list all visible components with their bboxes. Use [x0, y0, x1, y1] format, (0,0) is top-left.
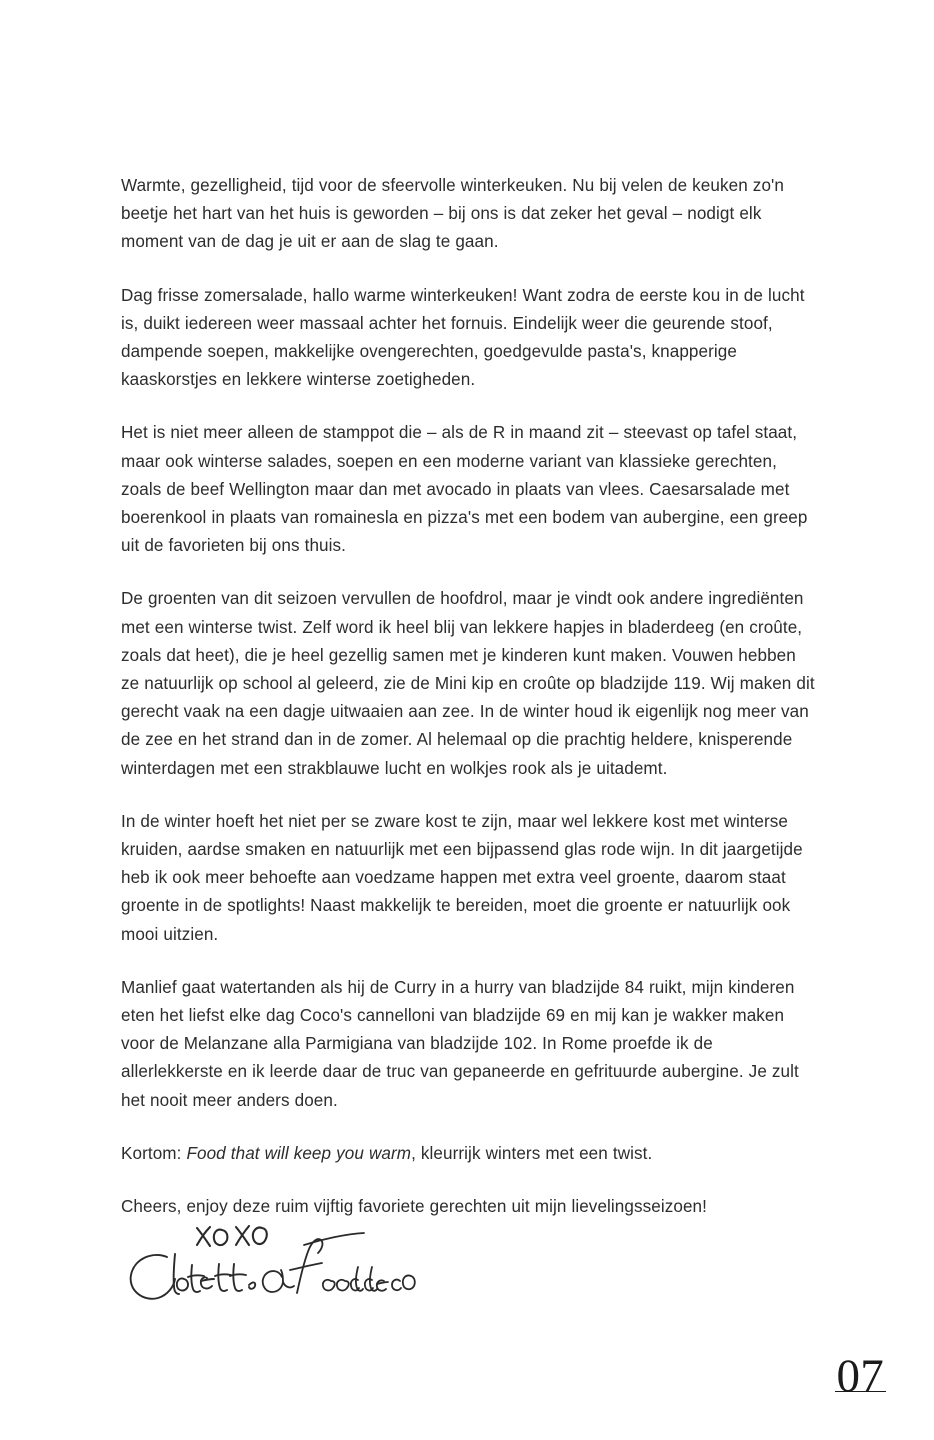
handwritten-signature: [118, 1207, 418, 1307]
signature-icon: [118, 1207, 418, 1307]
kortom-prefix: Kortom:: [121, 1143, 187, 1163]
paragraph-intro: Warmte, gezelligheid, tijd voor de sfeervolle winterkeuken. Nu bij velen de keuken zo'n beetje het hart van het huis is geworden – bij ons is dat zeker het geval – nodigt elk moment van de dag je uit er aan de slag te gaan.: [121, 176, 784, 252]
paragraph-closing: Cheers, enjoy deze ruim vijftig favoriete gerechten uit mijn lievelingsseizoen!: [121, 1197, 707, 1217]
paragraph-stamppot: Het is niet meer alleen de stamppot die – als de R in maand zit – steevast op tafel staat, maar ook winterse salades, soepen en een moderne variant van klassieke gerechten, zoals de beef Wellington maar dan met avocado in plaats van vlees. Caesarsalade met boerenkool in plaats van romainesla en pizza's met een bodem van aubergine, een greep uit de favorieten bij ons thuis.: [121, 423, 808, 556]
article-body: [121, 172, 815, 1221]
page-number: [835, 1349, 886, 1402]
kortom-suffix: , kleurrijk winters met een twist.: [411, 1143, 653, 1163]
kortom-emphasis: Food that will keep you warm: [186, 1143, 412, 1163]
signature-name-strokes: [131, 1254, 256, 1299]
paragraph-seasons: Dag frisse zomersalade, hallo warme winterkeuken! Want zodra de eerste kou in de lucht is, duikt iedereen weer massaal achter het fornuis. Eindelijk weer die geurende stoof, dampende soepen, makkelijke ovengerechten, goedgevulde pasta's, knapperige kaaskorstjes en lekkere winterse zoetigheden.: [121, 285, 805, 390]
paragraph-favorieten: Manlief gaat watertanden als hij de Curry in a hurry van bladzijde 84 ruikt, mijn kinderen eten het liefst elke dag Coco's cannelloni van bladzijde 69 en mij kan je wakker maken voor de Melanzane alla Parmigiana van bladzijde 102. In Rome proefde ik de allerlekkerste en ik leerde daar de truc van gepaneerde en gefrituurde aubergine. Je zult het nooit meer anders doen.: [121, 977, 799, 1110]
paragraph-kruiden: In de winter hoeft het niet per se zware kost te zijn, maar wel lekkere kost met winterse kruiden, aardse smaken en natuurlijk met een bijpassend glas rode wijn. In dit jaargetijde heb ik ook meer behoefte aan voedzame happen met extra veel groente, daarom staat groente in de spotlights! Naast makkelijk te bereiden, moet die groente er natuurlijk ook mooi uitzien.: [121, 811, 803, 944]
page-number-value: 07: [836, 1349, 884, 1402]
signature-handle-strokes: [263, 1233, 415, 1293]
paragraph-groenten: De groenten van dit seizoen vervullen de hoofdrol, maar je vindt ook andere ingrediënten met een winterse twist. Zelf word ik heel blij van lekkere hapjes in bladerdeeg (en croûte, zoals dat heet), die je heel gezellig samen met je kinderen kunt maken. Vouwen hebben ze natuurlijk op school al geleerd, zie de Mini kip en croûte op bladzijde 119. Wij maken dit gerecht vaak na een dagje uitwaaien aan zee. In de winter houd ik eigenlijk nog meer van de zee en het strand dan in de zomer. Al helemaal op die prachtig heldere, knisperende winterdagen met een strakblauwe lucht en wolkjes rook als je uitademt.: [121, 589, 815, 778]
paragraph-kortom: [121, 1140, 815, 1168]
signature-xoxo-strokes: [197, 1226, 267, 1246]
